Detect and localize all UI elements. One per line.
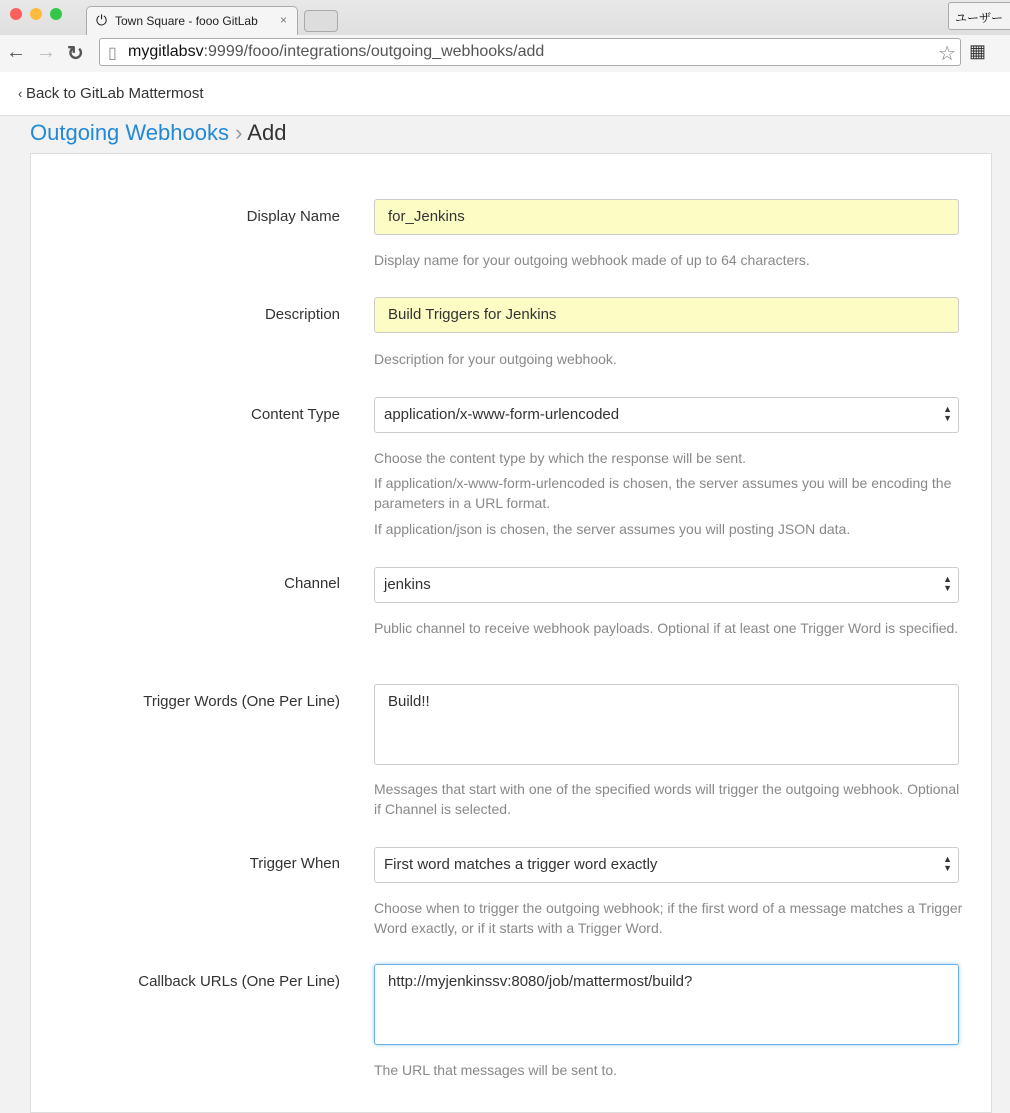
breadcrumb-current: Add — [247, 120, 287, 145]
description-label: Description — [264, 306, 340, 323]
trigger-words-help: Messages that start with one of the specified words will trigger the outgoing webhook. Optional if Channel is selected. — [374, 781, 960, 817]
content-type-value: application/x-www-form-urlencoded — [384, 406, 620, 423]
channel-help: Public channel to receive webhook payloads. Optional if at least one Trigger Word is specified. — [374, 620, 959, 636]
browser-tab[interactable] — [86, 6, 298, 35]
trigger-when-value: First word matches a trigger word exactly — [384, 856, 658, 873]
display-name-help: Display name for your outgoing webhook made of up to 64 characters. — [374, 252, 810, 268]
trigger-words-textarea[interactable]: Build!! — [374, 684, 959, 765]
description-input[interactable]: Build Triggers for Jenkins — [374, 297, 959, 333]
callback-urls-textarea[interactable]: http://myjenkinssv:8080/job/mattermost/build? — [374, 964, 959, 1045]
bookmark-star-icon[interactable]: ☆ — [938, 43, 956, 65]
url-path: :9999/fooo/integrations/outgoing_webhooks/add — [203, 43, 545, 60]
breadcrumb — [30, 119, 286, 147]
browser-toolbar — [0, 35, 1010, 72]
description-help: Description for your outgoing webhook. — [374, 351, 617, 367]
content-type-help-2: If application/x-www-form-urlencoded is chosen, the server assumes you will be encoding the parameters in a URL format. — [374, 475, 952, 511]
trigger-when-select[interactable] — [374, 847, 959, 883]
browser-chrome — [0, 0, 1010, 72]
maximize-window-button[interactable] — [50, 8, 62, 20]
tab-close-icon[interactable]: × — [279, 13, 287, 27]
select-arrows-icon: ▲ ▼ — [943, 854, 952, 873]
callback-urls-label: Callback URLs (One Per Line) — [138, 973, 340, 990]
minimize-window-button[interactable] — [30, 8, 42, 20]
select-arrows-icon: ▲ ▼ — [943, 404, 952, 423]
trigger-words-label: Trigger Words (One Per Line) — [143, 693, 340, 710]
trigger-when-label: Trigger When — [249, 855, 340, 872]
breadcrumb-separator: › — [228, 120, 248, 145]
reload-icon[interactable]: ↻ — [67, 43, 84, 65]
display-name-input[interactable]: for_Jenkins — [374, 199, 959, 235]
chevron-left-icon: ‹ — [18, 86, 26, 101]
tab-title: Town Square - fooo GitLab — [115, 14, 258, 28]
mattermost-icon: ⏻ — [96, 12, 108, 28]
content-type-select[interactable] — [374, 397, 959, 433]
back-link[interactable] — [0, 72, 1010, 116]
display-name-label: Display Name — [246, 208, 340, 225]
callback-urls-help: The URL that messages will be sent to. — [374, 1062, 618, 1078]
channel-value: jenkins — [384, 576, 431, 593]
close-window-button[interactable] — [10, 8, 22, 20]
channel-select[interactable] — [374, 567, 959, 603]
back-link-label: Back to GitLab Mattermost — [25, 85, 204, 102]
address-bar[interactable] — [99, 38, 961, 66]
content-type-label: Content Type — [251, 406, 340, 423]
forward-arrow-icon[interactable]: → — [36, 41, 56, 63]
new-tab-button[interactable] — [304, 10, 338, 32]
menu-icon[interactable]: ▦ — [969, 41, 987, 61]
channel-label: Channel — [284, 575, 340, 592]
user-profile-button[interactable]: ユーザー — [948, 2, 1010, 30]
trigger-when-help: Choose when to trigger the outgoing webhook; if the first word of a message matches a Trigger Word exactly, or if it starts with a Trigger Word. — [374, 900, 963, 936]
content-type-help-3: If application/json is chosen, the server assumes you will posting JSON data. — [374, 521, 851, 537]
back-arrow-icon[interactable]: ← — [6, 41, 26, 63]
url-host: mygitlabsv — [128, 43, 204, 60]
select-arrows-icon: ▲ ▼ — [943, 574, 952, 593]
page-icon: ▯ — [108, 45, 117, 62]
content-type-help-1: Choose the content type by which the response will be sent. — [374, 450, 746, 466]
breadcrumb-parent[interactable]: Outgoing Webhooks — [30, 120, 229, 145]
